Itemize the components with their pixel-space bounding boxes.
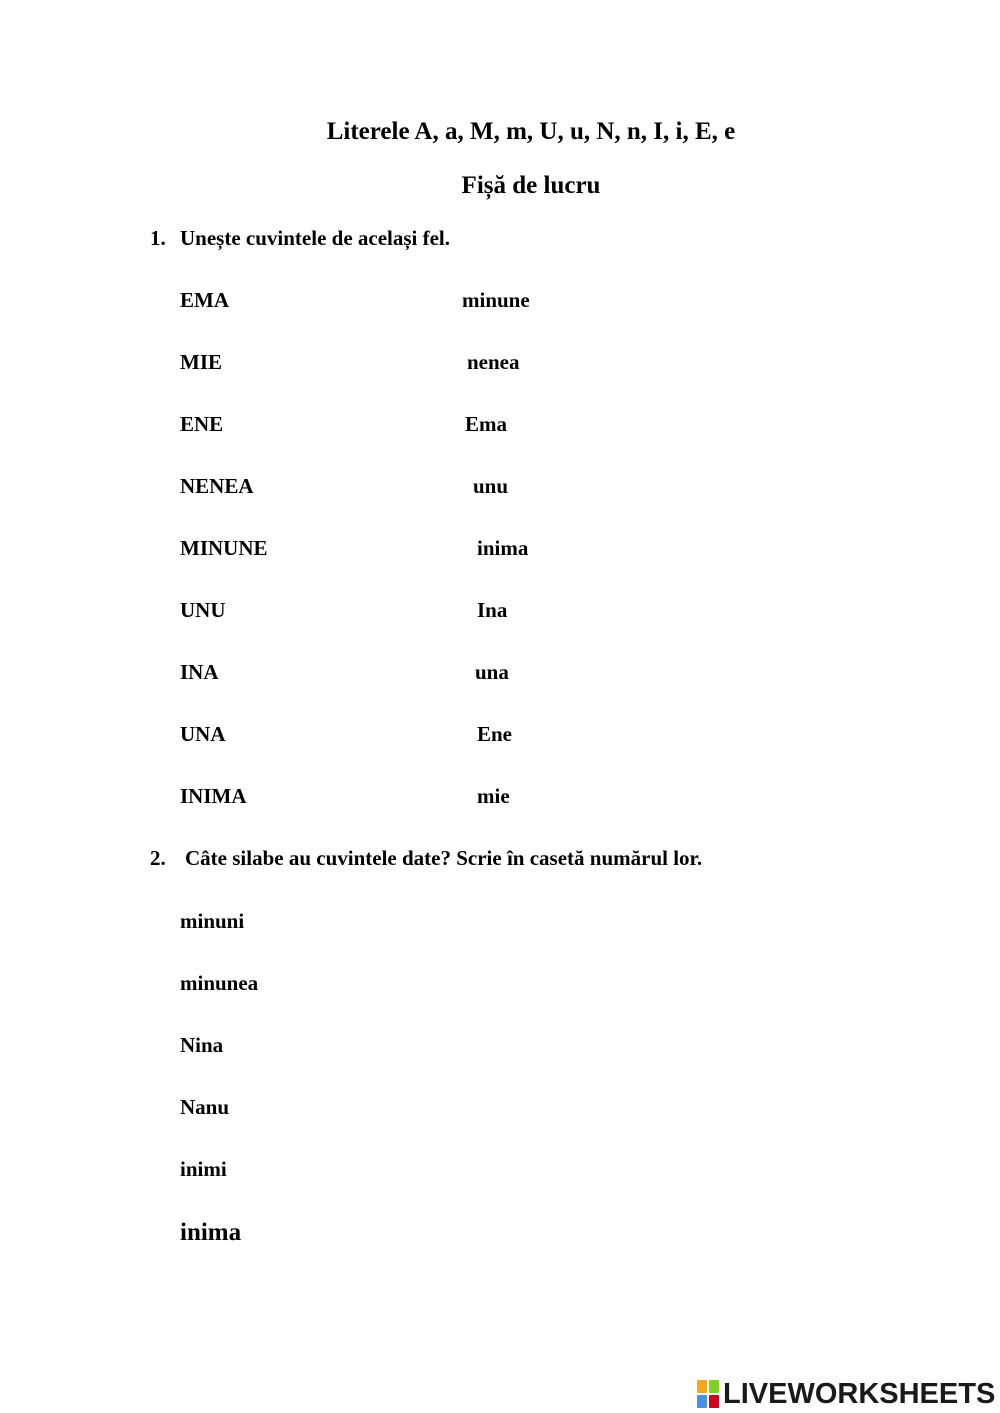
left-word[interactable]: MINUNE bbox=[180, 536, 268, 560]
syllable-word: inimi bbox=[180, 1157, 227, 1181]
syllable-word: inima bbox=[180, 1219, 242, 1246]
liveworksheets-logo-icon bbox=[697, 1380, 719, 1408]
left-word[interactable]: MIE bbox=[180, 350, 222, 374]
left-word[interactable]: INIMA bbox=[180, 784, 247, 808]
right-word[interactable]: unu bbox=[473, 474, 509, 498]
worksheet-subtitle: Fișă de lucru bbox=[461, 172, 601, 199]
exercise-1-instruction: Unește cuvintele de același fel. bbox=[180, 226, 451, 250]
exercise-1-number: 1. bbox=[150, 226, 166, 250]
right-word[interactable]: minune bbox=[462, 288, 530, 312]
left-word[interactable]: NENEA bbox=[180, 474, 254, 498]
exercise-2-number: 2. bbox=[150, 846, 166, 870]
syllable-word: minuni bbox=[180, 909, 245, 933]
right-word[interactable]: nenea bbox=[467, 350, 520, 374]
left-word[interactable]: ENE bbox=[180, 412, 224, 436]
left-word[interactable]: UNU bbox=[180, 598, 226, 622]
syllable-word: minunea bbox=[180, 971, 259, 995]
right-word[interactable]: Ina bbox=[477, 598, 508, 622]
right-word[interactable]: inima bbox=[477, 536, 529, 560]
left-word[interactable]: EMA bbox=[180, 288, 229, 312]
right-word[interactable]: Ema bbox=[465, 412, 507, 436]
right-word[interactable]: mie bbox=[477, 784, 510, 808]
right-word[interactable]: una bbox=[475, 660, 509, 684]
left-word[interactable]: INA bbox=[180, 660, 219, 684]
left-word[interactable]: UNA bbox=[180, 722, 226, 746]
worksheet-title: Literele A, a, M, m, U, u, N, n, I, i, E, e bbox=[326, 118, 736, 145]
syllable-word: Nanu bbox=[180, 1095, 230, 1119]
liveworksheets-logo bbox=[697, 1377, 995, 1411]
liveworksheets-logo-text: LIVEWORKSHEETS bbox=[723, 1377, 996, 1410]
exercise-2-instruction: Câte silabe au cuvintele date? Scrie în casetă numărul lor. bbox=[185, 846, 703, 870]
syllable-word: Nina bbox=[180, 1033, 224, 1057]
right-word[interactable]: Ene bbox=[477, 722, 513, 746]
